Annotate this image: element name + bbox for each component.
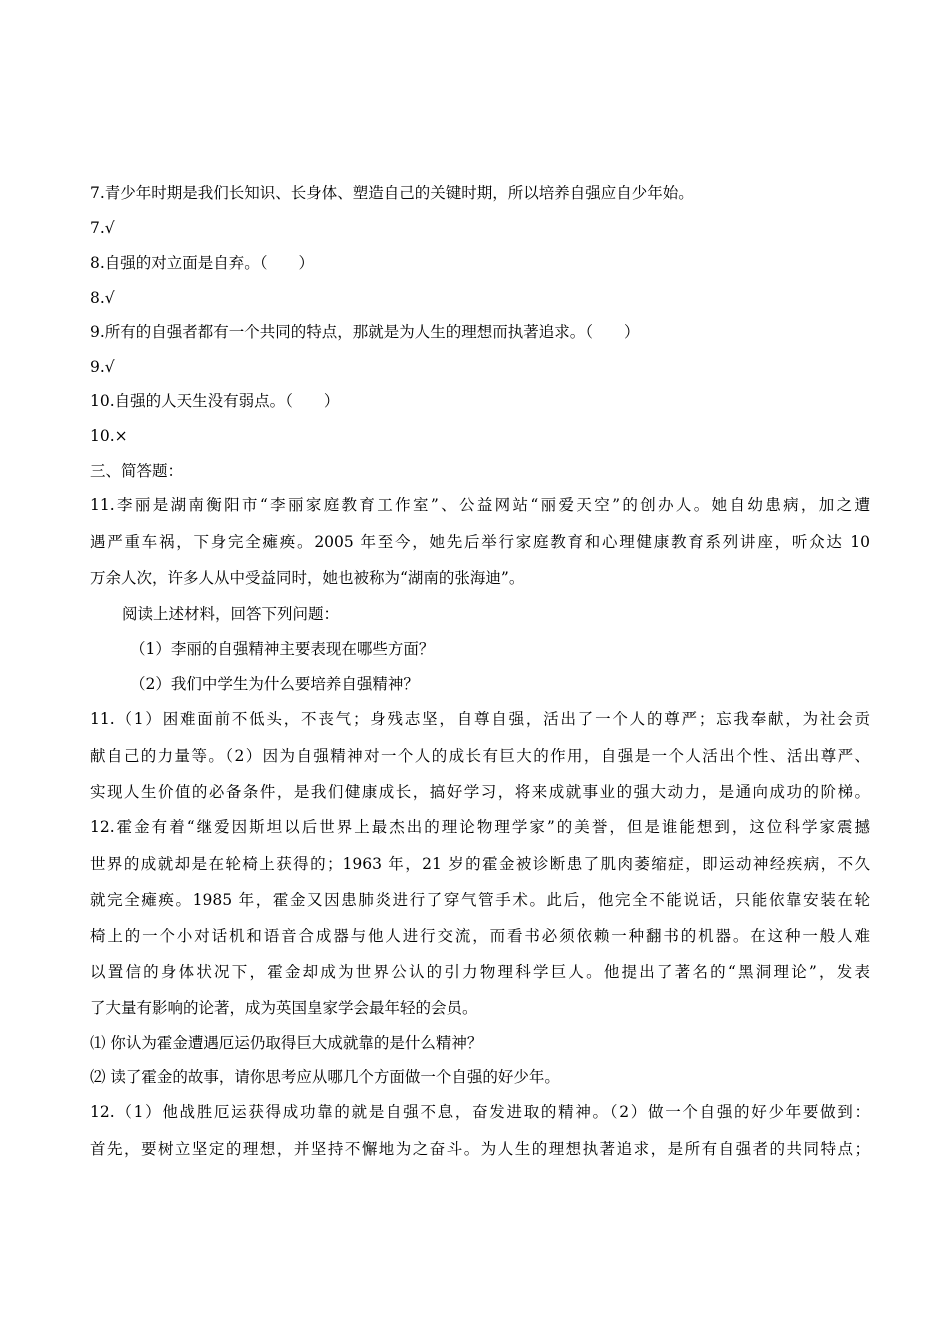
answer-11-text: 11.（1）困难面前不低头，不丧气；身残志坚，自尊自强，活出了一个人的尊严；忘我奉献，为社会贡 (90, 710, 870, 728)
answer-12-text: 12.（1）他战胜厄运获得成功靠的就是自强不息，奋发进取的精神。（2）做一个自强的好少年要做到： (90, 1103, 870, 1121)
section-heading: 三、简答题： (90, 462, 184, 480)
question-12-sub-1: ⑴ 你认为霍金遭遇厄运仍取得巨大成就靠的是什么精神？ (90, 1034, 483, 1052)
question-11-sub-2: （2）我们中学生为什么要培养自强精神？ (130, 675, 419, 693)
question-12-text: 世界的成就却是在轮椅上获得的；1963 年，21 岁的霍金被诊断患了肌肉萎缩症，即运动神经疾病，不久 (90, 855, 870, 873)
question-8: 8.自强的对立面是自弃。（ ） (90, 254, 315, 272)
question-11-text: 遇严重车祸，下身完全瘫痪。2005 年至今，她先后举行家庭教育和心理健康教育系列讲座，听众达 10 (90, 533, 870, 551)
question-12-text: 就完全瘫痪。1985 年，霍金又因患肺炎进行了穿气管手术。此后，他完全不能说话，只能依靠安装在轮 (90, 891, 870, 909)
answer-7: 7.√ (90, 219, 115, 237)
question-11-sub-1: （1）李丽的自强精神主要表现在哪些方面？ (130, 640, 435, 658)
question-9: 9.所有的自强者都有一个共同的特点，那就是为人生的理想而执著追求。（ ） (90, 323, 640, 341)
question-12-text: 12.霍金有着“继爱因斯坦以后世界上最杰出的理论物理学家”的美誉，但是谁能想到，这位科学家震撼 (90, 818, 870, 836)
answer-12-text: 首先，要树立坚定的理想，并坚持不懈地为之奋斗。为人生的理想执著追求，是所有自强者的共同特点； (90, 1140, 870, 1158)
answer-11-text: 实现人生价值的必备条件，是我们健康成长，搞好学习，将来成就事业的强大动力，是通向成功的阶梯。 (90, 783, 870, 801)
answer-9: 9.√ (90, 358, 115, 376)
question-12-text: 以置信的身体状况下，霍金却成为世界公认的引力物理科学巨人。他提出了著名的“黑洞理论”，发表 (90, 963, 870, 981)
question-10: 10.自强的人天生没有弱点。（ ） (90, 392, 340, 410)
answer-10: 10.× (90, 427, 128, 445)
question-12-sub-2: ⑵ 读了霍金的故事，请你思考应从哪几个方面做一个自强的好少年。 (90, 1068, 560, 1086)
question-12-text: 椅上的一个小对话机和语音合成器与他人进行交流，而看书必须依赖一种翻书的机器。在这种一般人难 (90, 927, 870, 945)
question-7: 7.青少年时期是我们长知识、长身体、塑造自己的关键时期，所以培养自强应自少年始。 (90, 184, 694, 202)
answer-8: 8.√ (90, 289, 115, 307)
question-12-text: 了大量有影响的论著，成为英国皇家学会最年轻的会员。 (90, 999, 478, 1017)
question-11-prompt: 阅读上述材料，回答下列问题： (122, 605, 340, 623)
question-11-text: 万余人次，许多人从中受益同时，她也被称为“湖南的张海迪”。 (90, 569, 525, 587)
answer-11-text: 献自己的力量等。（2）因为自强精神对一个人的成长有巨大的作用，自强是一个人活出个性、活出尊严、 (90, 747, 870, 765)
question-11-text: 11.李丽是湖南衡阳市“李丽家庭教育工作室”、公益网站“丽爱天空”的创办人。她自幼患病，加之遭 (90, 496, 870, 514)
